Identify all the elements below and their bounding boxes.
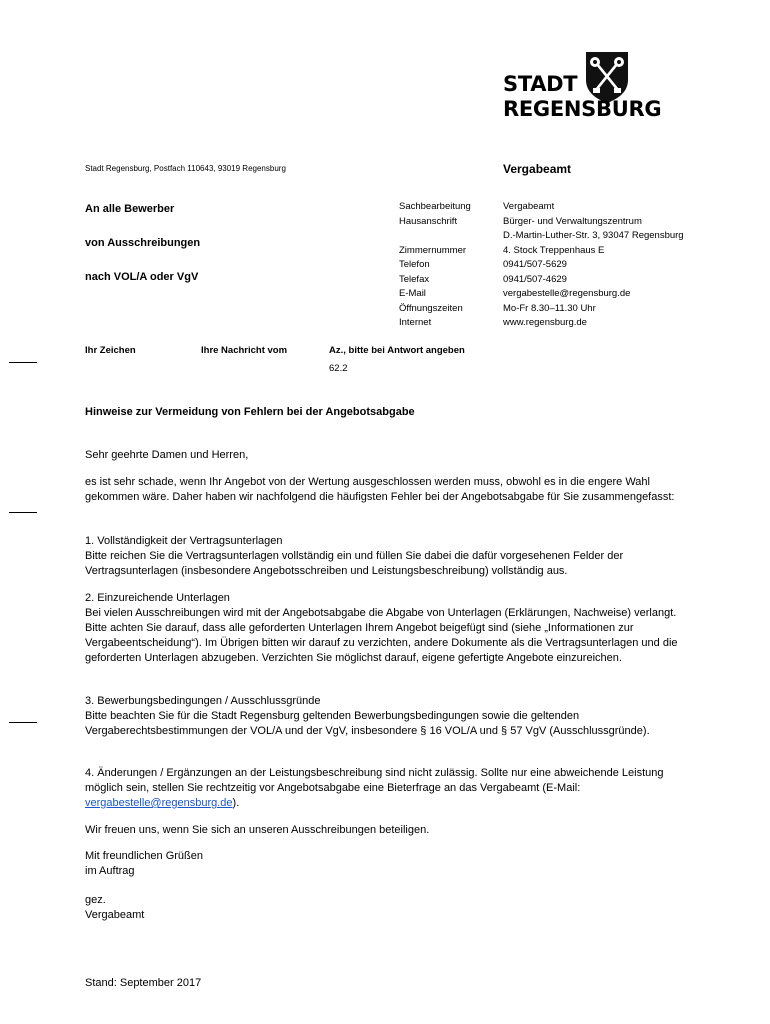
fold-mark-bottom: [9, 722, 37, 723]
signature-line-1: gez.: [85, 894, 106, 906]
contact-label: Hausanschrift: [399, 215, 458, 227]
point-4: [85, 766, 685, 811]
document-date: Stand: September 2017: [85, 977, 202, 989]
contact-value-address-1: Bürger- und Verwaltungszentrum: [503, 215, 642, 227]
signature-line-2: Vergabeamt: [85, 909, 145, 921]
point-heading: 2. Einzureichende Unterlagen: [85, 592, 230, 604]
point-text: Bei vielen Ausschreibungen wird mit der Angebotsabgabe die Abgabe von Unterlagen (Erklärungen, Nachweise) verlangt. Bitte achten Sie darauf, dass alle geforderten Unterlagen Ihrem Angebot beigefügt sind (siehe „Informationen zur Vergabeentscheidung“). Im Übrigen bitten wir darauf zu verzichten, andere Dokumente als die Vertragsunterlagen und die geforderten Unterlagen abzugeben. Verzichten Sie möglichst darauf, eigene gefertigte Angebote einzureichen.: [85, 607, 678, 664]
contact-value-website: www.regensburg.de: [503, 317, 587, 328]
logo-line-stadt: STADT: [503, 72, 578, 96]
contact-values: [503, 200, 684, 331]
contact-label: Internet: [399, 317, 432, 328]
intro-paragraph: es ist sehr schade, wenn Ihr Angebot von der Wertung ausgeschlossen werden muss, obwohl es in die engere Wahl gekommen wäre. Daher haben wir nachfolgend die häufigsten Fehler bei der Angebotsabgabe für Sie zusammengefasst:: [85, 476, 675, 503]
point-4-end: ).: [232, 797, 240, 809]
contact-label: Telefax: [399, 273, 430, 285]
letter-subject: Hinweise zur Vermeidung von Fehlern bei der Angebotsabgabe: [85, 406, 415, 418]
contact-value-phone: 0941/507-5629: [503, 259, 567, 270]
contact-value-hours: Mo-Fr 8.30–11.30 Uhr: [503, 302, 596, 314]
contact-value-address-2: D.-Martin-Luther-Str. 3, 93047 Regensburg: [503, 230, 684, 241]
regards-line-2: im Auftrag: [85, 865, 135, 877]
point-2: [85, 591, 685, 666]
regards-line-1: Mit freundlichen Grüßen: [85, 850, 203, 862]
point-4-text: 4. Änderungen / Ergänzungen an der Leistungsbeschreibung sind nicht zulässig. Sollte nur eine abweichende Leistung möglich sein, stellen Sie rechtzeitig vor Angebotsabgabe eine Bieterfrage an das Vergabeamt (E-Mail:: [85, 767, 664, 794]
contact-labels: [399, 200, 471, 331]
contact-label: Zimmernummer: [399, 244, 467, 256]
contact-value-office: Vergabeamt: [503, 201, 555, 212]
point-3: [85, 694, 685, 739]
ref-file-number-label: Az., bitte bei Antwort angeben: [329, 345, 465, 356]
contact-label: Sachbearbeitung: [399, 201, 471, 212]
closing-sentence: Wir freuen uns, wenn Sie sich an unseren Ausschreibungen beteiligen.: [85, 824, 430, 836]
contact-value-room: 4. Stock Treppenhaus E: [503, 244, 605, 256]
signature: [85, 893, 685, 923]
city-logo-text: [503, 72, 661, 122]
contact-value-email: vergabestelle@regensburg.de: [503, 288, 631, 299]
recipient-line-1: An alle Bewerber: [85, 203, 175, 215]
point-text: Bitte reichen Sie die Vertragsunterlagen vollständig ein und füllen Sie dabei die dafür vorgesehenen Felder der Vertragsunterlagen (insbesondere Angebotsschreiben und Leistungsbeschreibung) vollständig aus.: [85, 550, 624, 577]
contact-label: Öffnungszeiten: [399, 302, 463, 314]
contact-value-fax: 0941/507-4629: [503, 273, 567, 285]
fold-mark-hole: [9, 512, 37, 513]
salutation: Sehr geehrte Damen und Herren,: [85, 449, 249, 461]
recipient-line-2: von Ausschreibungen: [85, 237, 201, 249]
point-heading: 3. Bewerbungsbedingungen / Ausschlussgründe: [85, 695, 321, 707]
point-1: [85, 534, 685, 579]
ref-your-message: Ihre Nachricht vom: [201, 345, 288, 356]
contact-label: E-Mail: [399, 288, 426, 299]
email-link[interactable]: vergabestelle@regensburg.de: [85, 797, 233, 809]
contact-label: [399, 229, 471, 244]
ref-your-sign: Ihr Zeichen: [85, 345, 136, 356]
sender-return-address: Stadt Regensburg, Postfach 110643, 93019 Regensburg: [85, 164, 286, 173]
fold-mark-top: [9, 362, 37, 363]
point-heading: 1. Vollständigkeit der Vertragsunterlagen: [85, 535, 283, 547]
point-text: Bitte beachten Sie für die Stadt Regensburg geltenden Bewerbungsbedingungen sowie die geltenden Vergaberechtsbestimmungen der VOL/A und der VgV, insbesondere § 16 VOL/A und § 57 VgV (Ausschlussgründe).: [85, 710, 650, 737]
ref-file-number-value: 62.2: [329, 363, 348, 374]
regards: [85, 849, 685, 879]
logo-line-regensburg: REGENSBURG: [503, 97, 662, 121]
contact-label: Telefon: [399, 259, 430, 270]
recipient-line-3: nach VOL/A oder VgV: [85, 271, 199, 283]
department-name: Vergabeamt: [503, 162, 572, 176]
